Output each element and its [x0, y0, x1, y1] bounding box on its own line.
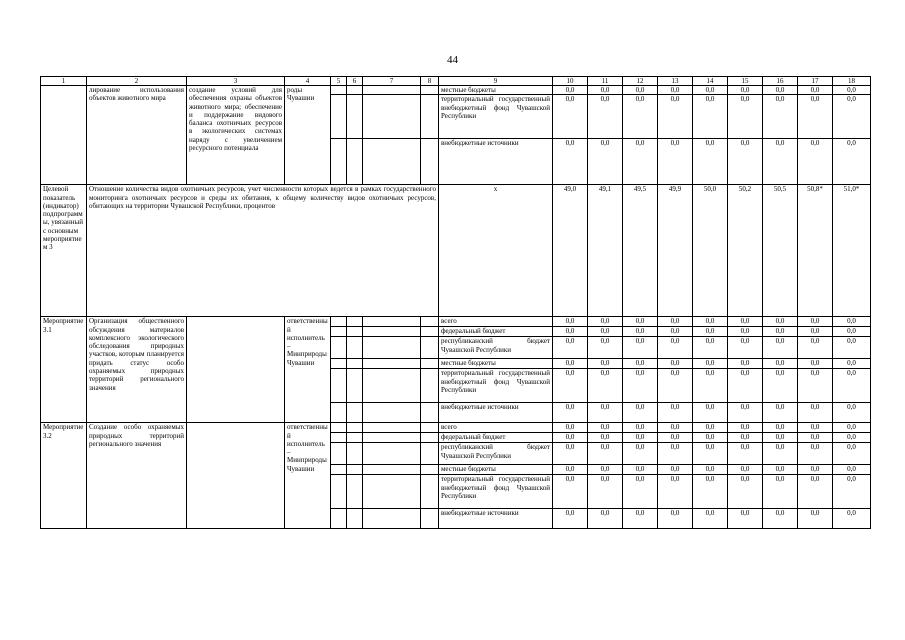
measure-2-source-cell: всего — [439, 423, 553, 433]
measure-2-empty-cell — [421, 433, 439, 443]
measure-1-empty-cell — [421, 403, 439, 423]
measure-1-value-cell: 0,0 — [623, 337, 658, 359]
measure-2-value-cell: 0,0 — [623, 509, 658, 529]
header-cell-1: 1 — [41, 77, 87, 86]
cont-value-cell: 0,0 — [728, 139, 763, 185]
measure-1-empty-cell — [421, 337, 439, 359]
measure-1-value-cell: 0,0 — [658, 327, 693, 337]
measure-1-value-cell: 0,0 — [623, 369, 658, 403]
budget-table — [40, 76, 871, 529]
measure-2-value-cell: 0,0 — [553, 423, 588, 433]
measure-2-value-cell: 0,0 — [833, 433, 871, 443]
measure-2-row — [41, 423, 871, 433]
measure-1-empty-cell — [331, 327, 347, 337]
measure-2-empty-cell — [331, 443, 347, 465]
measure-2-value-cell: 0,0 — [623, 433, 658, 443]
measure-1-source-cell: внебюджетные источники — [439, 403, 553, 423]
measure-2-value-cell: 0,0 — [693, 475, 728, 509]
cont-row — [41, 86, 871, 95]
indicator-value-cell: 50,8* — [798, 185, 833, 317]
cont-empty-cell — [331, 139, 347, 185]
measure-1-value-cell: 0,0 — [658, 359, 693, 369]
measure-2-value-cell: 0,0 — [728, 465, 763, 475]
measure-resp-cell: ответственный исполнитель – Минприроды Чувашии — [285, 423, 331, 529]
indicator-text-cell: Отношение количества видов охотничьих ресурсов, учет численности которых ведется в рамках государственного мониторинга охотничьих ресурсов и среды их обитания, к общему количеству видов охотничьих ресурсов, обитающих на территории Чувашской Республики, процентов — [87, 185, 439, 317]
cont-value-cell: 0,0 — [763, 95, 798, 139]
measure-2-value-cell: 0,0 — [798, 475, 833, 509]
measure-2-value-cell: 0,0 — [588, 423, 623, 433]
header-cell-6: 6 — [347, 77, 363, 86]
measure-1-value-cell: 0,0 — [553, 359, 588, 369]
header-cell-16: 16 — [763, 77, 798, 86]
measure-1-value-cell: 0,0 — [623, 403, 658, 423]
measure-1-value-cell: 0,0 — [798, 369, 833, 403]
measure-1-value-cell: 0,0 — [588, 337, 623, 359]
cont-value-cell: 0,0 — [833, 95, 871, 139]
measure-1-value-cell: 0,0 — [763, 337, 798, 359]
cont-empty-cell — [331, 86, 347, 95]
measure-1-empty-cell — [331, 403, 347, 423]
measure-1-empty-cell — [347, 317, 363, 327]
measure-2-source-cell: республиканский бюджет Чувашской Республики — [439, 443, 553, 465]
measure-1-empty-cell — [421, 317, 439, 327]
cont-value-cell: 0,0 — [553, 95, 588, 139]
cont-empty-cell — [421, 86, 439, 95]
measure-2-value-cell: 0,0 — [553, 465, 588, 475]
measure-1-value-cell: 0,0 — [588, 317, 623, 327]
indicator-value-cell: 49,9 — [658, 185, 693, 317]
header-cell-11: 11 — [588, 77, 623, 86]
cont-value-cell: 0,0 — [728, 95, 763, 139]
measure-1-value-cell: 0,0 — [728, 337, 763, 359]
measure-2-value-cell: 0,0 — [693, 443, 728, 465]
measure-1-value-cell: 0,0 — [798, 337, 833, 359]
measure-2-value-cell: 0,0 — [833, 465, 871, 475]
measure-2-value-cell: 0,0 — [763, 423, 798, 433]
measure-2-source-cell: территориальный государственный внебюджетный фонд Чувашской Республики — [439, 475, 553, 509]
measure-1-value-cell: 0,0 — [693, 337, 728, 359]
indicator-value-cell: 49,5 — [623, 185, 658, 317]
measure-2-source-cell: местные бюджеты — [439, 465, 553, 475]
measure-1-empty-cell — [331, 359, 347, 369]
table-body — [41, 86, 871, 529]
measure-2-value-cell: 0,0 — [623, 475, 658, 509]
measure-label-cell: Мероприятие 3.1 — [41, 317, 87, 423]
measure-2-value-cell: 0,0 — [623, 465, 658, 475]
cont-value-cell: 0,0 — [798, 86, 833, 95]
measure-2-value-cell: 0,0 — [693, 509, 728, 529]
measure-2-value-cell: 0,0 — [798, 443, 833, 465]
measure-1-value-cell: 0,0 — [728, 327, 763, 337]
measure-2-value-cell: 0,0 — [588, 433, 623, 443]
cont-value-cell: 0,0 — [693, 95, 728, 139]
measure-2-value-cell: 0,0 — [623, 443, 658, 465]
measure-2-empty-cell — [421, 443, 439, 465]
measure-2-empty-cell — [331, 433, 347, 443]
measure-2-empty-cell — [421, 509, 439, 529]
measure-2-value-cell: 0,0 — [693, 433, 728, 443]
measure-2-empty-cell — [331, 465, 347, 475]
cont-empty-cell — [421, 95, 439, 139]
header-cell-7: 7 — [363, 77, 421, 86]
cont-name-cell: лирование использования объектов животного мира — [87, 86, 187, 185]
measure-1-empty-cell — [347, 327, 363, 337]
measure-1-value-cell: 0,0 — [588, 403, 623, 423]
measure-2-value-cell: 0,0 — [693, 423, 728, 433]
cont-value-cell: 0,0 — [833, 86, 871, 95]
measure-1-value-cell: 0,0 — [623, 359, 658, 369]
measure-2-empty-cell — [363, 509, 421, 529]
measure-1-value-cell: 0,0 — [588, 327, 623, 337]
measure-2-value-cell: 0,0 — [798, 509, 833, 529]
measure-1-value-cell: 0,0 — [763, 403, 798, 423]
cont-resp-cell: роды Чувашии — [285, 86, 331, 185]
measure-2-empty-cell — [347, 443, 363, 465]
cont-empty-cell — [363, 95, 421, 139]
header-cell-14: 14 — [693, 77, 728, 86]
header-cell-2: 2 — [87, 77, 187, 86]
cont-value-cell: 0,0 — [623, 86, 658, 95]
measure-1-empty-cell — [363, 337, 421, 359]
measure-1-value-cell: 0,0 — [658, 369, 693, 403]
header-cell-17: 17 — [798, 77, 833, 86]
measure-2-value-cell: 0,0 — [763, 433, 798, 443]
cont-value-cell: 0,0 — [588, 86, 623, 95]
measure-2-value-cell: 0,0 — [833, 509, 871, 529]
measure-2-value-cell: 0,0 — [833, 443, 871, 465]
page-number: 44 — [447, 54, 458, 66]
measure-2-value-cell: 0,0 — [658, 443, 693, 465]
measure-2-value-cell: 0,0 — [588, 475, 623, 509]
measure-1-value-cell: 0,0 — [728, 369, 763, 403]
measure-1-empty-cell — [331, 317, 347, 327]
measure-2-empty-cell — [347, 475, 363, 509]
measure-2-value-cell: 0,0 — [763, 465, 798, 475]
cont-value-cell: 0,0 — [623, 95, 658, 139]
measure-2-value-cell: 0,0 — [728, 423, 763, 433]
measure-1-empty-cell — [421, 369, 439, 403]
measure-1-empty-cell — [331, 369, 347, 403]
measure-2-value-cell: 0,0 — [553, 509, 588, 529]
indicator-value-cell: 50,0 — [693, 185, 728, 317]
measure-2-empty-cell — [347, 509, 363, 529]
measure-2-empty-cell — [363, 475, 421, 509]
measure-2-value-cell: 0,0 — [553, 433, 588, 443]
cont-empty-cell — [363, 86, 421, 95]
measure-1-value-cell: 0,0 — [763, 369, 798, 403]
measure-1-value-cell: 0,0 — [763, 327, 798, 337]
measure-1-value-cell: 0,0 — [728, 317, 763, 327]
measure-1-value-cell: 0,0 — [833, 403, 871, 423]
measure-1-value-cell: 0,0 — [798, 317, 833, 327]
header-cell-9: 9 — [439, 77, 553, 86]
measure-2-value-cell: 0,0 — [833, 423, 871, 433]
measure-2-empty-cell — [421, 423, 439, 433]
cont-value-cell: 0,0 — [798, 95, 833, 139]
measure-2-empty-cell — [421, 465, 439, 475]
measure-2-empty-cell — [331, 509, 347, 529]
measure-2-empty-cell — [331, 423, 347, 433]
measure-1-value-cell: 0,0 — [588, 359, 623, 369]
cont-value-cell: 0,0 — [658, 139, 693, 185]
measure-2-value-cell: 0,0 — [658, 433, 693, 443]
indicator-value-cell: 49,0 — [553, 185, 588, 317]
measure-2-value-cell: 0,0 — [553, 475, 588, 509]
measure-1-value-cell: 0,0 — [693, 369, 728, 403]
measure-1-value-cell: 0,0 — [798, 403, 833, 423]
measure-2-source-cell: федеральный бюджет — [439, 433, 553, 443]
measure-1-value-cell: 0,0 — [833, 359, 871, 369]
measure-name-cell: Создание особо охраняемых природных территорий регионального значения — [87, 423, 187, 529]
measure-1-empty-cell — [347, 403, 363, 423]
measure-2-empty-cell — [331, 475, 347, 509]
measure-2-empty-cell — [421, 475, 439, 509]
measure-2-value-cell: 0,0 — [763, 509, 798, 529]
measure-2-empty-cell — [347, 465, 363, 475]
measure-1-value-cell: 0,0 — [833, 337, 871, 359]
indicator-label-cell: Целевой показатель (индикатор) подпрограммы, увязанный с основным мероприятием 3 — [41, 185, 87, 317]
cont-empty-cell — [347, 86, 363, 95]
measure-1-value-cell: 0,0 — [833, 317, 871, 327]
measure-1-empty-cell — [347, 369, 363, 403]
indicator-value-cell: 49,1 — [588, 185, 623, 317]
measure-2-value-cell: 0,0 — [658, 423, 693, 433]
measure-2-value-cell: 0,0 — [588, 465, 623, 475]
measure-2-empty-cell — [363, 433, 421, 443]
measure-1-value-cell: 0,0 — [833, 327, 871, 337]
cont-label-cell — [41, 86, 87, 185]
measure-2-value-cell: 0,0 — [798, 423, 833, 433]
measure-1-value-cell: 0,0 — [623, 317, 658, 327]
cont-value-cell: 0,0 — [553, 139, 588, 185]
measure-1-value-cell: 0,0 — [693, 359, 728, 369]
measure-2-empty-cell — [363, 423, 421, 433]
cont-value-cell: 0,0 — [588, 95, 623, 139]
measure-2-value-cell: 0,0 — [658, 475, 693, 509]
indicator-value-cell: 51,0* — [833, 185, 871, 317]
measure-2-empty-cell — [347, 423, 363, 433]
measure-1-value-cell: 0,0 — [553, 337, 588, 359]
cont-value-cell: 0,0 — [658, 95, 693, 139]
cont-empty-cell — [331, 95, 347, 139]
cont-value-cell: 0,0 — [658, 86, 693, 95]
measure-1-empty-cell — [363, 327, 421, 337]
header-row — [41, 77, 871, 86]
header-cell-12: 12 — [623, 77, 658, 86]
measure-2-value-cell: 0,0 — [658, 509, 693, 529]
measure-goal-cell — [187, 423, 285, 529]
measure-1-value-cell: 0,0 — [798, 327, 833, 337]
measure-2-value-cell: 0,0 — [658, 465, 693, 475]
measure-2-value-cell: 0,0 — [588, 509, 623, 529]
measure-1-row — [41, 317, 871, 327]
measure-2-value-cell: 0,0 — [623, 423, 658, 433]
measure-1-empty-cell — [347, 359, 363, 369]
measure-2-value-cell: 0,0 — [728, 443, 763, 465]
measure-1-value-cell: 0,0 — [588, 369, 623, 403]
measure-1-value-cell: 0,0 — [658, 317, 693, 327]
measure-2-source-cell: внебюджетные источники — [439, 509, 553, 529]
measure-1-value-cell: 0,0 — [798, 359, 833, 369]
measure-2-value-cell: 0,0 — [798, 465, 833, 475]
measure-1-value-cell: 0,0 — [658, 403, 693, 423]
measure-2-value-cell: 0,0 — [553, 443, 588, 465]
measure-2-value-cell: 0,0 — [728, 509, 763, 529]
measure-2-value-cell: 0,0 — [728, 475, 763, 509]
cont-value-cell: 0,0 — [623, 139, 658, 185]
measure-2-value-cell: 0,0 — [588, 443, 623, 465]
measure-1-value-cell: 0,0 — [693, 317, 728, 327]
measure-1-source-cell: республиканский бюджет Чувашской Республики — [439, 337, 553, 359]
measure-1-value-cell: 0,0 — [728, 359, 763, 369]
measure-1-empty-cell — [363, 317, 421, 327]
measure-1-value-cell: 0,0 — [623, 327, 658, 337]
measure-1-value-cell: 0,0 — [693, 327, 728, 337]
measure-1-value-cell: 0,0 — [553, 327, 588, 337]
cont-goal-cell: создание условий для обеспечения охраны объектов животного мира; обеспечение и поддержание видового баланса охотничьих ресурсов в экологических системах наряду с увеличением ресурсного потенциала — [187, 86, 285, 185]
measure-1-source-cell: местные бюджеты — [439, 359, 553, 369]
cont-value-cell: 0,0 — [588, 139, 623, 185]
measure-label-cell: Мероприятие 3.2 — [41, 423, 87, 529]
measure-1-value-cell: 0,0 — [553, 317, 588, 327]
measure-1-source-cell: всего — [439, 317, 553, 327]
measure-1-empty-cell — [363, 403, 421, 423]
indicator-mark-cell: x — [439, 185, 553, 317]
cont-value-cell: 0,0 — [693, 86, 728, 95]
indicator-value-cell: 50,2 — [728, 185, 763, 317]
measure-1-empty-cell — [421, 359, 439, 369]
header-cell-15: 15 — [728, 77, 763, 86]
measure-1-value-cell: 0,0 — [658, 337, 693, 359]
header-cell-4: 4 — [285, 77, 331, 86]
measure-1-value-cell: 0,0 — [728, 403, 763, 423]
measure-1-value-cell: 0,0 — [693, 403, 728, 423]
cont-value-cell: 0,0 — [693, 139, 728, 185]
cont-value-cell: 0,0 — [833, 139, 871, 185]
cont-empty-cell — [347, 95, 363, 139]
measure-1-empty-cell — [421, 327, 439, 337]
header-cell-13: 13 — [658, 77, 693, 86]
measure-1-empty-cell — [363, 359, 421, 369]
measure-1-empty-cell — [347, 337, 363, 359]
cont-value-cell: 0,0 — [728, 86, 763, 95]
header-cell-5: 5 — [331, 77, 347, 86]
measure-goal-cell — [187, 317, 285, 423]
measure-2-value-cell: 0,0 — [728, 433, 763, 443]
cont-value-cell: 0,0 — [553, 86, 588, 95]
measure-resp-cell: ответственный исполнитель – Минприроды Чувашии — [285, 317, 331, 423]
cont-value-cell: 0,0 — [798, 139, 833, 185]
measure-2-value-cell: 0,0 — [833, 475, 871, 509]
header-cell-3: 3 — [187, 77, 285, 86]
cont-value-cell: 0,0 — [763, 86, 798, 95]
measure-1-source-cell: территориальный государственный внебюджетный фонд Чувашской Республики — [439, 369, 553, 403]
measure-2-value-cell: 0,0 — [763, 475, 798, 509]
indicator-row — [41, 185, 871, 317]
measure-1-value-cell: 0,0 — [553, 403, 588, 423]
cont-empty-cell — [363, 139, 421, 185]
cont-value-cell: 0,0 — [763, 139, 798, 185]
measure-1-value-cell: 0,0 — [833, 369, 871, 403]
cont-source-cell: местные бюджеты — [439, 86, 553, 95]
measure-1-empty-cell — [363, 369, 421, 403]
measure-1-source-cell: федеральный бюджет — [439, 327, 553, 337]
header-cell-18: 18 — [833, 77, 871, 86]
measure-2-value-cell: 0,0 — [798, 433, 833, 443]
measure-2-value-cell: 0,0 — [693, 465, 728, 475]
cont-empty-cell — [347, 139, 363, 185]
header-cell-10: 10 — [553, 77, 588, 86]
measure-2-empty-cell — [363, 443, 421, 465]
measure-1-value-cell: 0,0 — [553, 369, 588, 403]
measure-1-empty-cell — [331, 337, 347, 359]
measure-1-value-cell: 0,0 — [763, 359, 798, 369]
measure-name-cell: Организация общественного обсуждения материалов комплексного экологического обследования природных участков, которым планируется придать статус особо охраняемых природных территорий регионального значения — [87, 317, 187, 423]
cont-source-cell: территориальный государственный внебюджетный фонд Чувашской Республики — [439, 95, 553, 139]
measure-1-value-cell: 0,0 — [763, 317, 798, 327]
indicator-value-cell: 50,5 — [763, 185, 798, 317]
header-cell-8: 8 — [421, 77, 439, 86]
measure-2-empty-cell — [347, 433, 363, 443]
cont-empty-cell — [421, 139, 439, 185]
measure-2-value-cell: 0,0 — [763, 443, 798, 465]
cont-source-cell: внебюджетные источники — [439, 139, 553, 185]
measure-2-empty-cell — [363, 465, 421, 475]
